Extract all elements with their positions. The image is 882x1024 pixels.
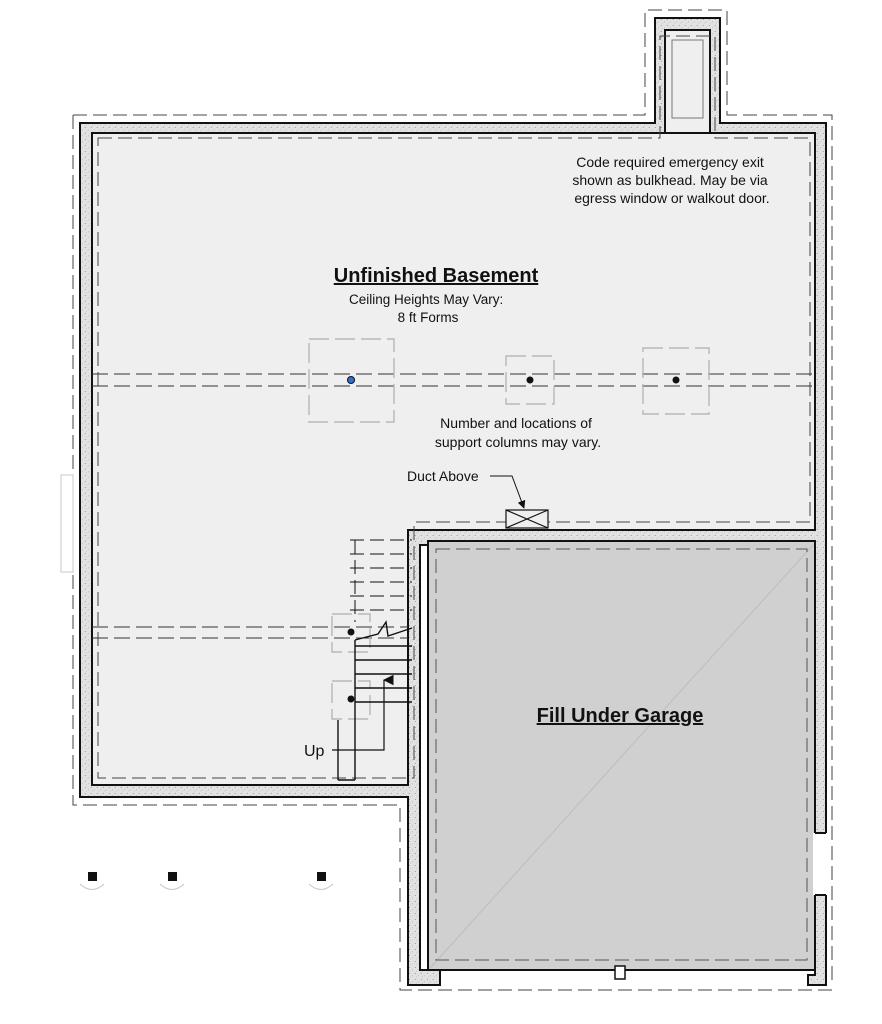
stair-label: Up [304, 743, 325, 760]
pier-marker [80, 872, 104, 890]
support-column-marker [348, 629, 355, 636]
support-column-marker [673, 377, 680, 384]
support-column-marker [527, 377, 534, 384]
garage-door-gap [813, 833, 828, 895]
garage-pad [615, 966, 625, 979]
duct-label: Duct Above [407, 468, 479, 484]
ceiling-note: Ceiling Heights May Vary: 8 ft Forms [348, 292, 504, 325]
columns-note: Number and locations of support columns may vary. [434, 415, 602, 450]
pier-marker [309, 872, 333, 890]
support-column-marker [348, 696, 355, 703]
basement-title: Unfinished Basement [333, 265, 539, 287]
pier-marker [160, 872, 184, 890]
exterior-ghost-outline [61, 475, 73, 572]
exterior-piers [80, 872, 333, 890]
exit-note: Code required emergency exit shown as bulkhead. May be via egress window or walkout door. [572, 154, 770, 206]
garage-title: Fill Under Garage [536, 705, 704, 727]
support-column-marker [348, 377, 355, 384]
duct-symbol [506, 510, 548, 528]
